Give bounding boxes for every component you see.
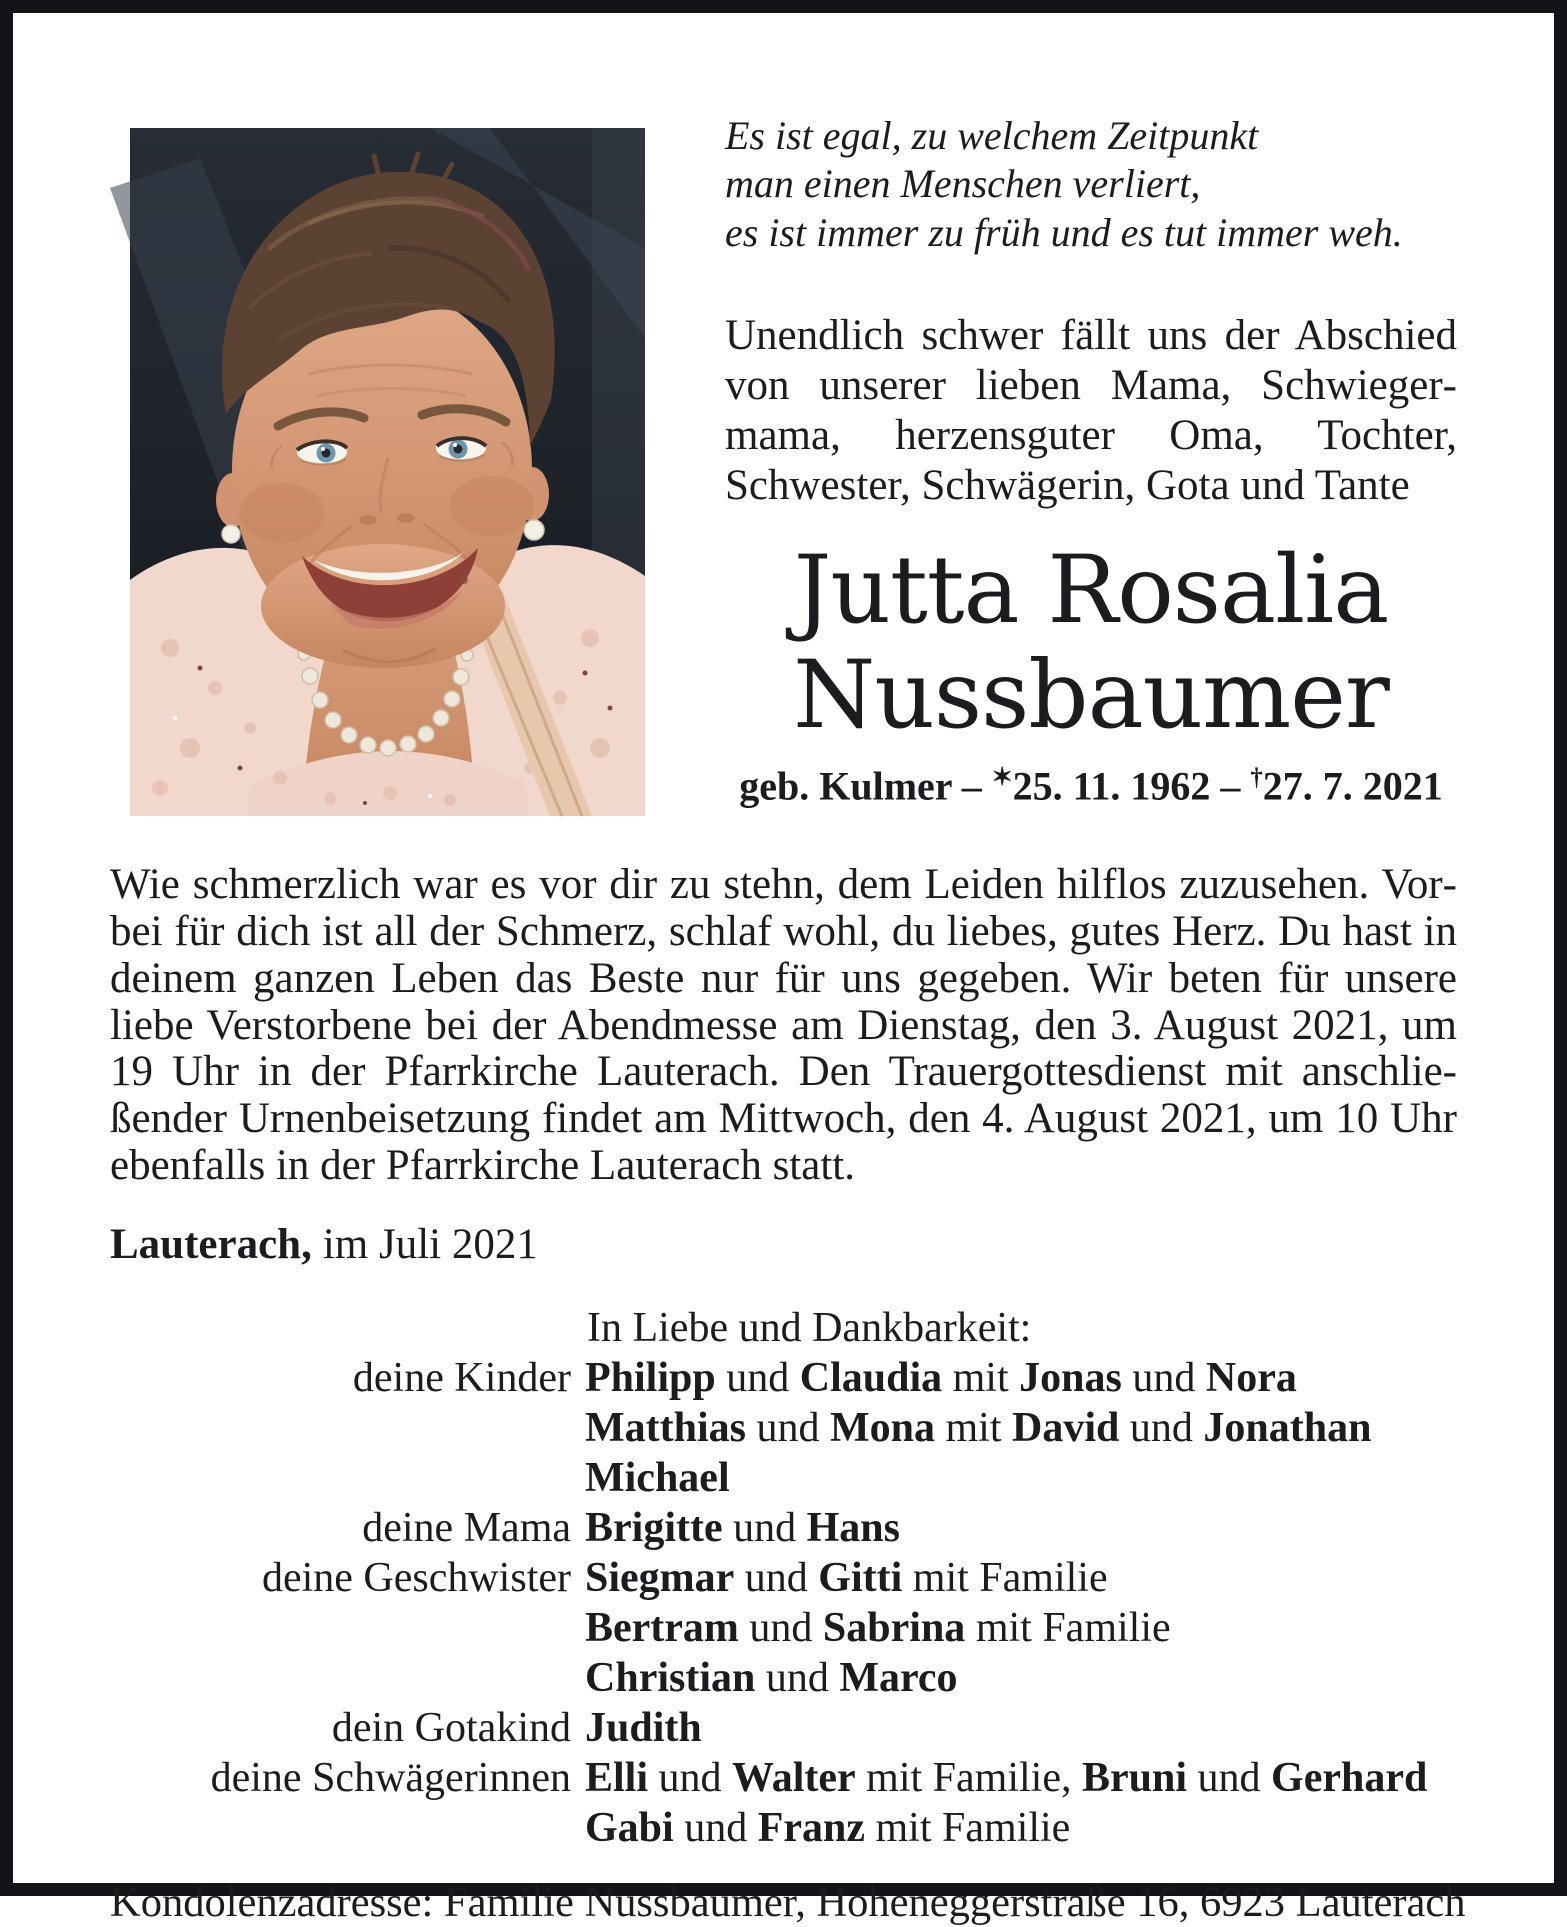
dateline (110, 1220, 1457, 1269)
family-relation-label: dein Gotakind (331, 1705, 571, 1752)
family-relation-label (110, 1453, 571, 1503)
family-list (110, 1353, 1457, 1853)
life-dates (725, 762, 1457, 809)
dates-separator: – (951, 763, 992, 809)
family-names-line: Philipp und Claudia mit Jonas und Nora (585, 1355, 1297, 1402)
death-date: 27. 7. 2021 (1262, 763, 1443, 809)
epigraph-line: Es ist egal, zu welchem Zeitpunkt (725, 113, 1259, 158)
family-names-line: Matthias und Mona mit David und Jonathan (585, 1405, 1372, 1452)
header-text-column (725, 112, 1457, 826)
epigraph (725, 112, 1457, 257)
family-names-line: Michael (585, 1455, 730, 1502)
portrait-illustration (130, 128, 645, 816)
deceased-name-line1: Jutta Rosalia (793, 535, 1389, 645)
tribute-line: In Liebe und Dankbarkeit: (587, 1305, 1032, 1352)
family-relation-label (110, 1403, 571, 1453)
condolence-address: Kondolenzadresse: Familie Nussbaumer, Hoheneggerstraße 16, 6923 Lauterach (110, 1879, 1466, 1927)
obituary-text: Wie schmerzlich war es vor dir zu stehn, dem Leiden hilflos zuzusehen. Vorbei für dich ist all der Schmerz, schlaf wohl, du liebes, gutes Herz. Du hast in deinem ganzen Leben das Beste nur für uns gegeben. Wir beten für unsere liebe Verstorbene bei der Abendmesse am Dienstag, den 3. August 2021, um 19 Uhr in der Pfarrkirche Lauterach. Den Trauergottesdienst mit anschließender Urnenbeisetzung findet am Mittwoch, den 4. August 2021, um 10 Uhr ebenfalls in der Pfarrkirche Lauterach statt. (110, 861, 1457, 1190)
family-names-line: Bertram und Sabrina mit Familie (585, 1605, 1171, 1652)
family-names-line: Judith (585, 1705, 702, 1752)
family-relation-label (110, 1653, 571, 1703)
family-relation-label: deine Geschwister (261, 1555, 571, 1602)
epigraph-line: man einen Menschen verliert, (725, 161, 1201, 207)
deceased-name-line2: Nussbaumer (793, 640, 1389, 750)
maiden-name: geb. Kulmer (739, 763, 952, 809)
closing-section (110, 1303, 1457, 1853)
family-names-line: Brigitte und Hans (585, 1505, 900, 1552)
dateline-date: im Juli 2021 (322, 1221, 538, 1269)
intro-text: Unendlich schwer fällt uns der Abschied von unserer lieben Mama, Schwiegermama, herzensguter Oma, Tochter, Schwester, Schwägerin, Gota und Tante (725, 312, 1457, 510)
birth-star-icon: ✶ (991, 764, 1013, 792)
family-names-line: Siegmar und Gitti mit Familie (585, 1555, 1108, 1602)
family-names-line: Gabi und Franz mit Familie (585, 1805, 1071, 1852)
family-relation-label (110, 1603, 571, 1653)
family-relation-label: deine Mama (362, 1505, 571, 1552)
family-names-line: Elli und Walter mit Familie, Bruni und Gerhard (585, 1755, 1428, 1802)
header-section (110, 112, 1457, 826)
dateline-place: Lauterach, (110, 1221, 312, 1269)
deceased-name (725, 535, 1457, 750)
dates-separator: – (1210, 763, 1251, 809)
portrait-photo (130, 128, 645, 816)
epigraph-line: es ist immer zu früh und es tut immer weh. (725, 209, 1403, 255)
family-relation-label (110, 1803, 571, 1853)
family-names-line: Christian und Marco (585, 1655, 958, 1702)
birth-date: 25. 11. 1962 (1012, 763, 1211, 809)
family-relation-label: deine Kinder (352, 1355, 571, 1402)
death-cross-icon: † (1250, 764, 1263, 792)
family-relation-label: deine Schwägerinnen (210, 1755, 571, 1802)
